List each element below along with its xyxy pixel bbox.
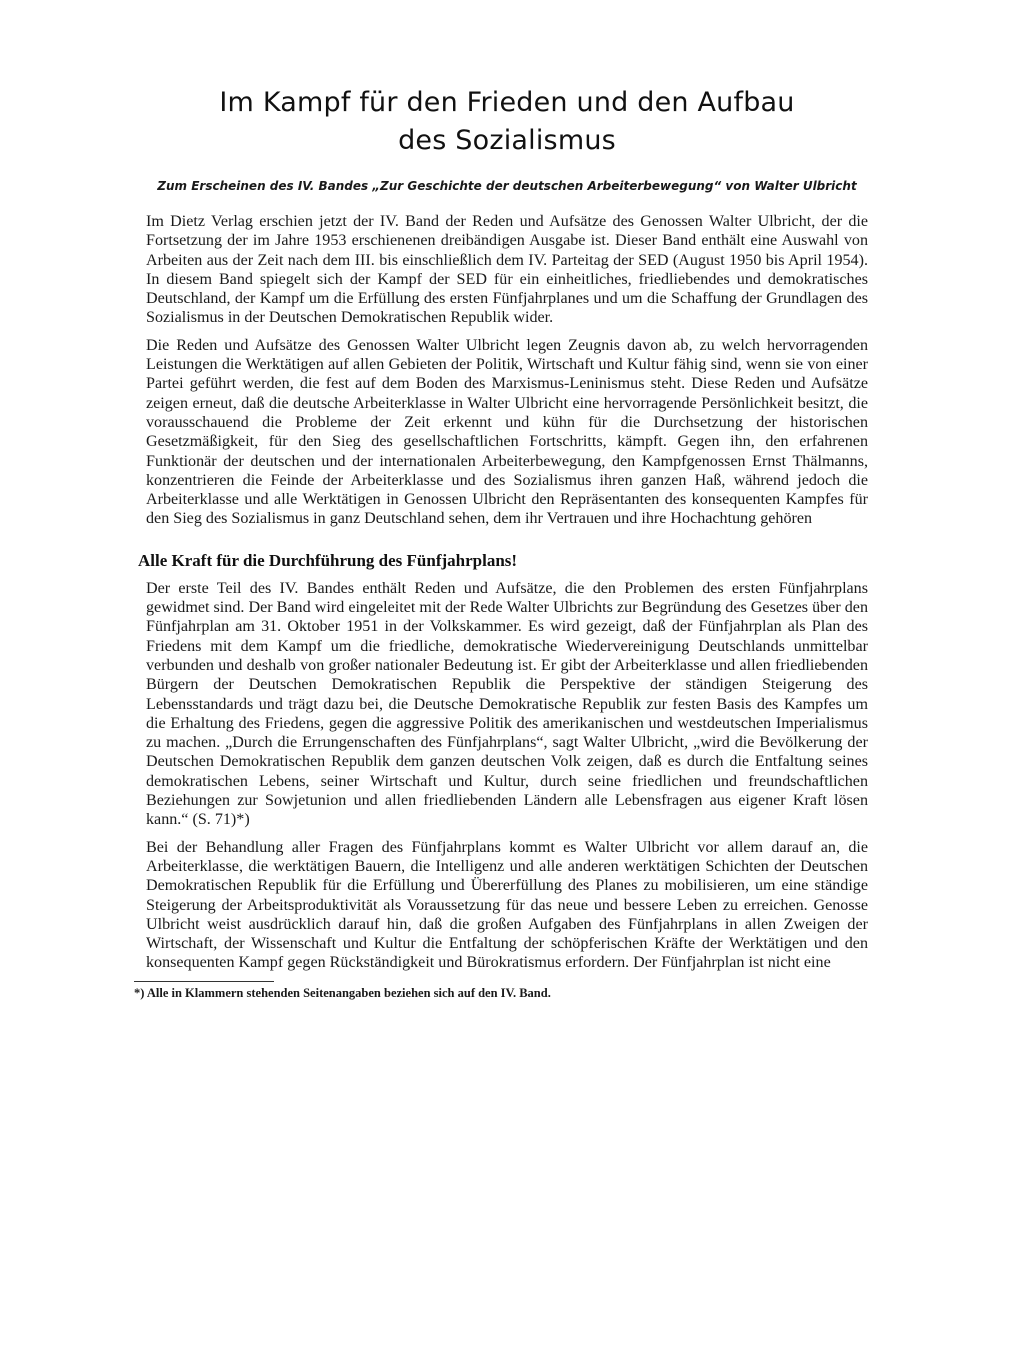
footnote: *) Alle in Klammern stehenden Seitenangaben beziehen sich auf den IV. Band. (134, 985, 551, 1000)
section-paragraph-2: Bei der Behandlung aller Fragen des Fünfjahrplans kommt es Walter Ulbricht vor allem darauf an, die Arbeiterklasse, die werktätigen Bauern, die Intelligenz und alle anderen werktätigen Schichten der Deutschen Demokratischen Republik für die Erfüllung und Übererfüllung des Planes zu mobilisieren, um eine ständige Steigerung der Arbeitsproduktivität als Voraussetzung für das neue und bessere Leben zu erreichen. Genosse Ulbricht weist ausdrücklich darauf hin, daß die großen Aufgaben des Fünfjahrplans in allen Zweigen der Wirtschaft, der Wissenschaft und Kultur die Entfaltung der schöpferischen Kräfte der Werktätigen und den konsequenten Kampf gegen Rückständigkeit und Bürokratismus erfordern. Der Fünfjahrplan ist nicht eine (146, 838, 868, 972)
section-paragraph-1: Der erste Teil des IV. Bandes enthält Reden und Aufsätze, die den Problemen des ersten Fünfjahrplans gewidmet sind. Der Band wird eingeleitet mit der Rede Walter Ulbrichts zur Begründung des Gesetzes über den Fünfjahrplan am 31. Oktober 1951 in der Volkskammer. Es wird gezeigt, daß der Fünfjahrplan als Plan des Friedens mit dem Kampf um die friedliche, demokratische Wiedervereinigung Deutschlands unmittelbar verbunden und deshalb von großer nationaler Bedeutung ist. Er gibt der Arbeiterklasse und allen friedliebenden Bürgern der Deutschen Demokratischen Republik die Perspektive der ständigen Steigerung des Lebensstandards und trägt dazu bei, die Deutsche Demokratische Republik zur festen Basis des Kampfes um die Erhaltung des Friedens, gegen die aggressive Politik des amerikanischen und westdeutschen Imperialismus zu machen. „Durch die Errungenschaften des Fünfjahrplans“, sagt Walter Ulbricht, „wird die Bevölkerung der Deutschen Demokratischen Republik dem ganzen deutschen Volk zeigen, daß es durch die Entfaltung seines demokratischen Lebens, seiner Wirtschaft und Kultur, durch seine friedlichen und freundschaftlichen Beziehungen zur Sowjetunion und allen friedliebenden Ländern alle Lebensfragen aus eigener Kraft lösen kann.“ (S. 71)*) (146, 579, 868, 829)
body-paragraph-2: Die Reden und Aufsätze des Genossen Walter Ulbricht legen Zeugnis davon ab, zu welch hervorragenden Leistungen die Werktätigen auf allen Gebieten der Politik, Wirtschaft und Kultur fähig sind, wenn sie von einer Partei geführt werden, die fest auf dem Boden des Marxismus-Leninismus steht. Diese Reden und Aufsätze zeigen erneut, daß die deutsche Arbeiterklasse in Walter Ulbricht eine hervorragende Persönlichkeit besitzt, die vorausschauend die Probleme der Zeit erkennt und kühn für die Durchsetzung der historischen Gesetzmäßigkeit, für den Sieg des gesellschaftlichen Fortschritts, kämpft. Gegen ihn, den erfahrenen Funktionär der deutschen und der internationalen Arbeiterbewegung, den Kampfgenossen Ernst Thälmanns, konzentrieren die Feinde der Arbeiterklasse und des Sozialismus ihren ganzen Haß, während jedoch die Arbeiterklasse und alle Werktätigen in Genossen Ulbricht den Repräsentanten des konsequenten Kampfes für den Sieg des Sozialismus in ganz Deutschland sehen, dem ihr Vertrauen und ihre Hochachtung gehören (146, 336, 868, 528)
document-page (134, 84, 868, 1001)
article-title (146, 84, 868, 160)
footnote-divider (134, 981, 274, 982)
body-paragraph-1: Im Dietz Verlag erschien jetzt der IV. Band der Reden und Aufsätze des Genossen Walter Ulbricht, der die Fortsetzung der im Jahre 1953 erschienenen dreibändigen Ausgabe ist. Dieser Band enthält eine Auswahl von Arbeiten aus der Zeit nach dem III. bis einschließlich dem IV. Parteitag der SED (August 1950 bis April 1954). In diesem Band spiegelt sich der Kampf der SED für ein einheitliches, friedliebendes und demokratisches Deutschland, der Kampf um die Erfüllung des ersten Fünfjahrplanes und um die Schaffung der Grundlagen des Sozialismus in der Deutschen Demokratischen Republik wider. (146, 213, 868, 327)
title-line-1: Im Kampf für den Frieden und den Aufbau (219, 87, 795, 118)
section-heading: Alle Kraft für die Durchführung des Fünfjahrplans! (138, 550, 518, 570)
article-subtitle: Zum Erscheinen des IV. Bandes „Zur Geschichte der deutschen Arbeiterbewegung“ von Walter Ulbricht (157, 179, 857, 193)
title-line-2: des Sozialismus (398, 125, 616, 156)
